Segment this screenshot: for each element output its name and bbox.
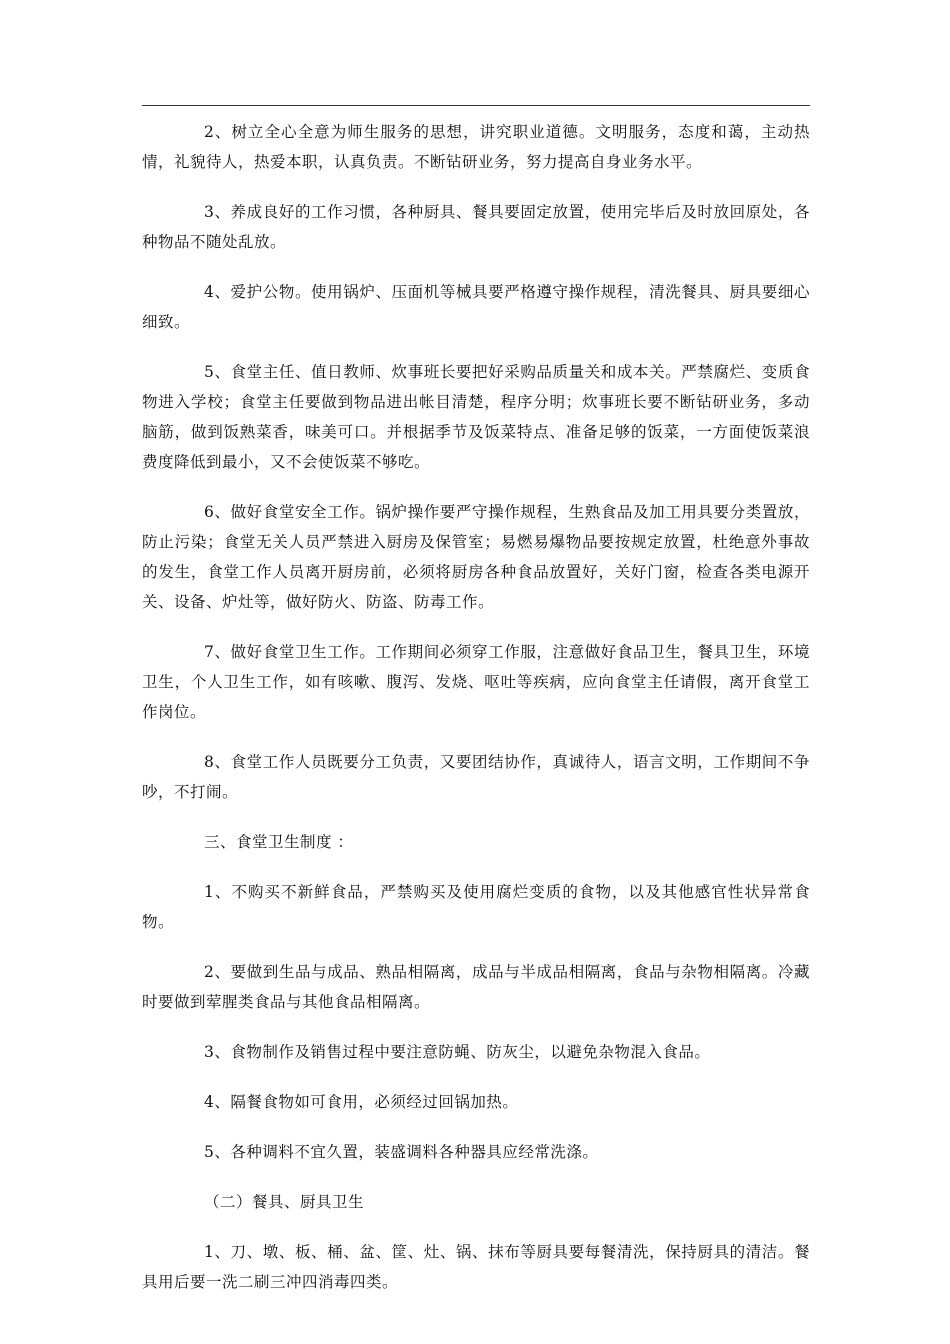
paragraph-rule-6: 6、做好食堂安全工作。锅炉操作要严守操作规程，生熟食品及加工用具要分类置放，防止污染；食堂无关人员严禁进入厨房及保管室；易燃易爆物品要按规定放置，杜绝意外事故的发生，食堂工作人员离开厨房前，必须将厨房各种食品放置好，关好门窗，检查各类电源开关、设备、炉灶等，做好防火、防盗、防毒工作。 [142,503,810,611]
header-rule [142,105,810,106]
subsection-heading-utensils: （二）餐具、厨具卫生 [204,1193,365,1211]
paragraph-hygiene-3: 3、食物制作及销售过程中要注意防蝇、防灰尘，以避免杂物混入食品。 [204,1043,711,1061]
paragraph-rule-7: 7、做好食堂卫生工作。工作期间必须穿工作服，注意做好食品卫生，餐具卫生，环境卫生，个人卫生工作，如有咳嗽、腹泻、发烧、呕吐等疾病，应向食堂主任请假，离开食堂工作岗位。 [142,643,810,721]
paragraph-hygiene-5: 5、各种调料不宜久置，装盛调料各种器具应经常洗涤。 [204,1143,599,1161]
paragraph-rule-8: 8、食堂工作人员既要分工负责，又要团结协作，真诚待人，语言文明，工作期间不争吵，不打闹。 [142,753,810,801]
paragraph-rule-3: 3、养成良好的工作习惯，各种厨具、餐具要固定放置，使用完毕后及时放回原处，各种物品不随处乱放。 [142,203,810,251]
paragraph-hygiene-2: 2、要做到生品与成品、熟品相隔离，成品与半成品相隔离，食品与杂物相隔离。冷藏时要做到荤腥类食品与其他食品相隔离。 [142,963,810,1011]
paragraph-rule-5: 5、食堂主任、值日教师、炊事班长要把好采购品质量关和成本关。严禁腐烂、变质食物进入学校；食堂主任要做到物品进出帐目清楚，程序分明；炊事班长要不断钻研业务，多动脑筋，做到饭熟菜香，味美可口。并根据季节及饭菜特点、准备足够的饭菜，一方面使饭菜浪费度降低到最小，又不会使饭菜不够吃。 [142,363,810,471]
paragraph-rule-2: 2、树立全心全意为师生服务的思想，讲究职业道德。文明服务，态度和蔼，主动热情，礼貌待人，热爱本职，认真负责。不断钻研业务，努力提高自身业务水平。 [142,123,810,171]
paragraph-hygiene-1: 1、不购买不新鲜食品，严禁购买及使用腐烂变质的食物，以及其他感官性状异常食物。 [142,883,810,931]
paragraph-rule-4: 4、爱护公物。使用锅炉、压面机等械具要严格遵守操作规程，清洗餐具、厨具要细心细致。 [142,283,810,331]
document-body [142,117,810,1317]
paragraph-utensils-1: 1、刀、墩、板、桶、盆、筐、灶、锅、抹布等厨具要每餐清洗，保持厨具的清洁。餐具用后要一洗二刷三冲四消毒四类。 [142,1243,810,1291]
paragraph-hygiene-4: 4、隔餐食物如可食用，必须经过回锅加热。 [204,1093,519,1111]
section-heading-hygiene: 三、食堂卫生制度 ： [204,833,354,851]
